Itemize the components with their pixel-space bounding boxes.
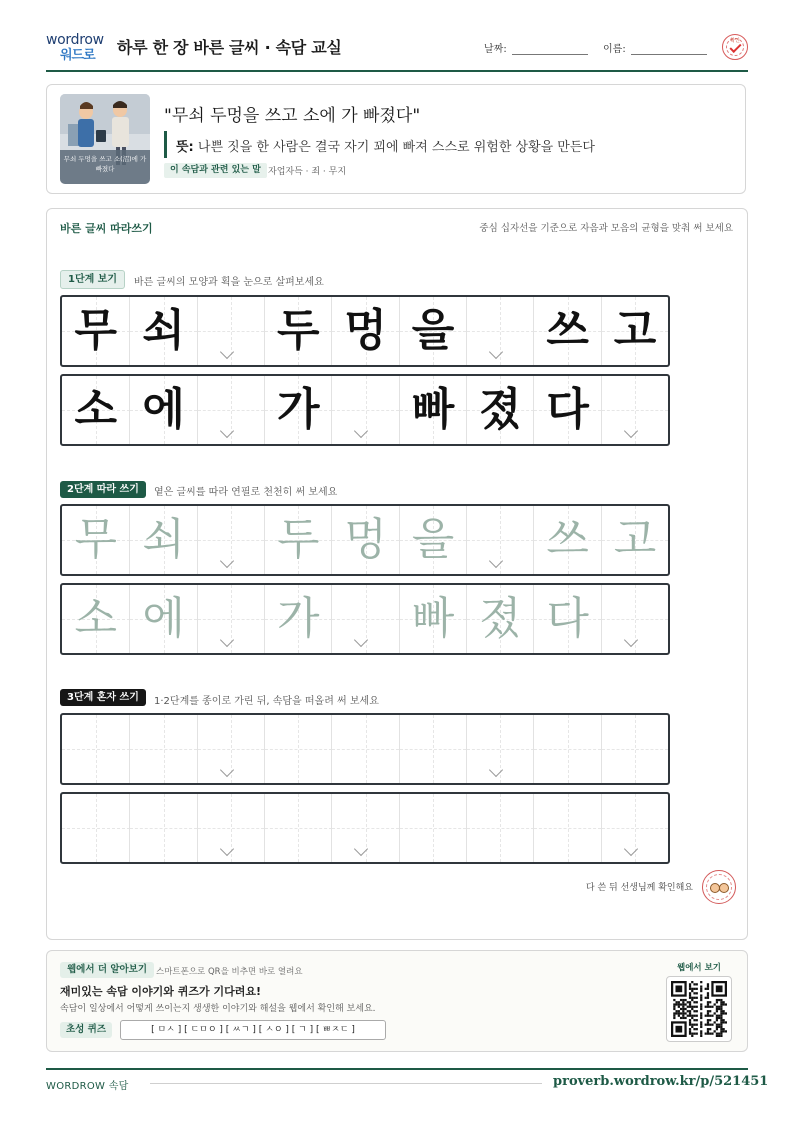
practice-character: 을	[411, 305, 455, 356]
grid-cell	[62, 376, 130, 444]
grid-cell[interactable]	[466, 506, 534, 574]
header-divider	[46, 70, 748, 72]
grid-cell	[331, 376, 399, 444]
promo-sub: 속담이 일상에서 어떻게 쓰이는지 생생한 이야기와 해설을 웹에서 확인해 보세요.	[60, 1004, 376, 1014]
stage2-note: 옅은 글씨를 따라 연필로 천천히 써 보세요	[154, 487, 338, 498]
practice-character: 에	[142, 384, 185, 435]
qr-code[interactable]	[666, 976, 732, 1042]
practice-character: 멍	[344, 305, 387, 356]
footer-brand: WORDROW 속담	[46, 1081, 129, 1092]
proverb-meaning	[176, 136, 595, 155]
grid-cell	[197, 297, 265, 365]
grid-cell[interactable]	[264, 715, 332, 783]
stage1-row-2	[60, 374, 670, 446]
date-field[interactable]	[512, 54, 588, 55]
grid-cell	[466, 297, 534, 365]
stage2-row-1[interactable]	[60, 504, 670, 576]
related-words: 자업자득 · 죄 · 무지	[268, 167, 347, 177]
stage3-row-1[interactable]	[60, 713, 670, 785]
worksheet-title: 하루 한 장 바른 글씨 · 속담 교실	[117, 38, 342, 57]
practice-character: 가	[277, 593, 320, 644]
initial-quiz-tag: 초성 퀴즈	[60, 1022, 112, 1038]
grid-cell	[601, 297, 669, 365]
practice-note: 중심 십자선을 기준으로 자음과 모음의 균형을 맞춰 써 보세요	[479, 223, 733, 234]
grid-cell[interactable]	[466, 585, 534, 653]
grid-cell	[331, 297, 399, 365]
grid-cell[interactable]	[129, 506, 197, 574]
footer-line	[150, 1083, 542, 1084]
practice-character: 무	[74, 514, 118, 565]
grid-cell[interactable]	[399, 794, 467, 862]
grid-cell[interactable]	[533, 585, 601, 653]
grid-cell[interactable]	[264, 506, 332, 574]
grid-cell[interactable]	[331, 506, 399, 574]
practice-character: 두	[277, 305, 320, 356]
practice-character: 빠	[411, 593, 455, 644]
stage2-row-2[interactable]	[60, 583, 670, 655]
practice-character: 소	[74, 593, 118, 644]
grid-cell[interactable]	[62, 794, 130, 862]
grid-cell	[533, 297, 601, 365]
grid-cell	[399, 297, 467, 365]
web-more-tag: 웹에서 더 알아보기	[60, 962, 154, 978]
stage1-note: 바른 글씨의 모양과 획을 눈으로 살펴보세요	[134, 277, 324, 288]
grid-cell[interactable]	[129, 585, 197, 653]
logo-korean: 워드로	[60, 48, 95, 63]
web-note: 스마트폰으로 QR을 비추면 바로 열려요	[156, 967, 303, 977]
stamp-text: 확인	[730, 38, 740, 44]
practice-character: 쇠	[142, 514, 185, 565]
grid-cell[interactable]	[129, 794, 197, 862]
stage3-tag: 3단계 혼자 쓰기	[60, 689, 146, 706]
grid-cell[interactable]	[197, 585, 265, 653]
practice-character: 졌	[479, 593, 522, 644]
practice-character: 졌	[479, 384, 522, 435]
practice-character: 고	[613, 514, 657, 565]
grid-cell[interactable]	[62, 506, 130, 574]
stage3-row-2[interactable]	[60, 792, 670, 864]
practice-character: 빠	[411, 384, 455, 435]
grid-cell[interactable]	[466, 715, 534, 783]
grid-cell[interactable]	[197, 715, 265, 783]
grid-cell[interactable]	[399, 715, 467, 783]
stage3-note: 1·2단계를 종이로 가린 뒤, 속담을 떠올려 써 보세요	[154, 696, 379, 707]
grid-cell[interactable]	[264, 585, 332, 653]
grid-cell[interactable]	[331, 715, 399, 783]
grid-cell[interactable]	[399, 585, 467, 653]
practice-character: 쓰	[546, 305, 589, 356]
grid-cell	[62, 297, 130, 365]
grid-cell	[466, 376, 534, 444]
grid-cell[interactable]	[264, 794, 332, 862]
grid-cell[interactable]	[601, 715, 669, 783]
name-field[interactable]	[631, 54, 707, 55]
practice-character: 에	[142, 593, 185, 644]
grid-cell[interactable]	[533, 715, 601, 783]
grid-cell	[264, 297, 332, 365]
grid-cell[interactable]	[62, 715, 130, 783]
grid-cell[interactable]	[129, 715, 197, 783]
grid-cell[interactable]	[399, 506, 467, 574]
grid-cell[interactable]	[331, 585, 399, 653]
grid-cell	[129, 297, 197, 365]
grid-cell[interactable]	[533, 794, 601, 862]
proverb-title: "무쇠 두멍을 쓰고 소에 가 빠졌다"	[164, 106, 421, 126]
stage2-tag: 2단계 따라 쓰기	[60, 481, 146, 498]
grid-cell	[399, 376, 467, 444]
proverb-illustration	[60, 94, 150, 184]
meaning-accent-bar	[164, 131, 167, 158]
practice-title: 바른 글씨 따라쓰기	[60, 222, 153, 235]
grid-cell[interactable]	[197, 506, 265, 574]
grid-cell	[533, 376, 601, 444]
date-label: 날짜:	[484, 44, 507, 55]
grid-cell	[129, 376, 197, 444]
grid-cell	[264, 376, 332, 444]
grid-cell[interactable]	[533, 506, 601, 574]
grid-cell	[601, 376, 669, 444]
qr-label: 웹에서 보기	[676, 963, 721, 973]
practice-character: 다	[546, 593, 589, 644]
meaning-label: 뜻:	[176, 140, 194, 155]
practice-character: 멍	[344, 514, 387, 565]
teacher-check-note: 다 쓴 뒤 선생님께 확인해요	[585, 883, 693, 893]
initial-quiz-box: [ ㅁㅅ ] [ ㄷㅁㅇ ] [ ㅆㄱ ] [ ㅅㅇ ] [ ㄱ ] [ ㅃㅈㄷ ]	[120, 1020, 386, 1040]
practice-character: 고	[613, 305, 657, 356]
grid-cell[interactable]	[601, 794, 669, 862]
check-stamp-icon	[722, 34, 748, 60]
meaning-text: 나쁜 짓을 한 사람은 결국 자기 꾀에 빠져 스스로 위험한 상황을 만든다	[197, 140, 595, 155]
practice-character: 소	[74, 384, 118, 435]
promo-headline: 재미있는 속담 이야기와 퀴즈가 기다려요!	[60, 985, 261, 998]
practice-character: 가	[277, 384, 320, 435]
qr-code-icon	[671, 981, 727, 1037]
wordrow-logo[interactable]	[46, 32, 108, 62]
practice-character: 쇠	[142, 305, 185, 356]
practice-character: 두	[277, 514, 320, 565]
footer-url[interactable]: proverb.wordrow.kr/p/521451	[553, 1074, 769, 1089]
stage1-tag: 1단계 보기	[60, 270, 125, 289]
illustration-caption: 무쇠 두멍을 쓰고 소(沼)에 가 빠졌다	[63, 155, 147, 173]
grid-cell[interactable]	[62, 585, 130, 653]
grid-cell[interactable]	[601, 585, 669, 653]
grid-cell[interactable]	[601, 506, 669, 574]
practice-character: 무	[74, 305, 118, 356]
practice-character: 다	[546, 384, 589, 435]
grid-cell[interactable]	[197, 794, 265, 862]
logo-wordmark: wordrow	[46, 32, 104, 48]
footer-divider	[46, 1068, 748, 1070]
teacher-stamp-icon	[702, 870, 736, 904]
grid-cell[interactable]	[466, 794, 534, 862]
related-words-tag: 이 속담과 관련 있는 말	[164, 163, 267, 178]
name-label: 이름:	[603, 44, 626, 55]
grid-cell[interactable]	[331, 794, 399, 862]
practice-character: 쓰	[546, 514, 589, 565]
grid-cell	[197, 376, 265, 444]
practice-character: 을	[411, 514, 455, 565]
stage1-row-1	[60, 295, 670, 367]
